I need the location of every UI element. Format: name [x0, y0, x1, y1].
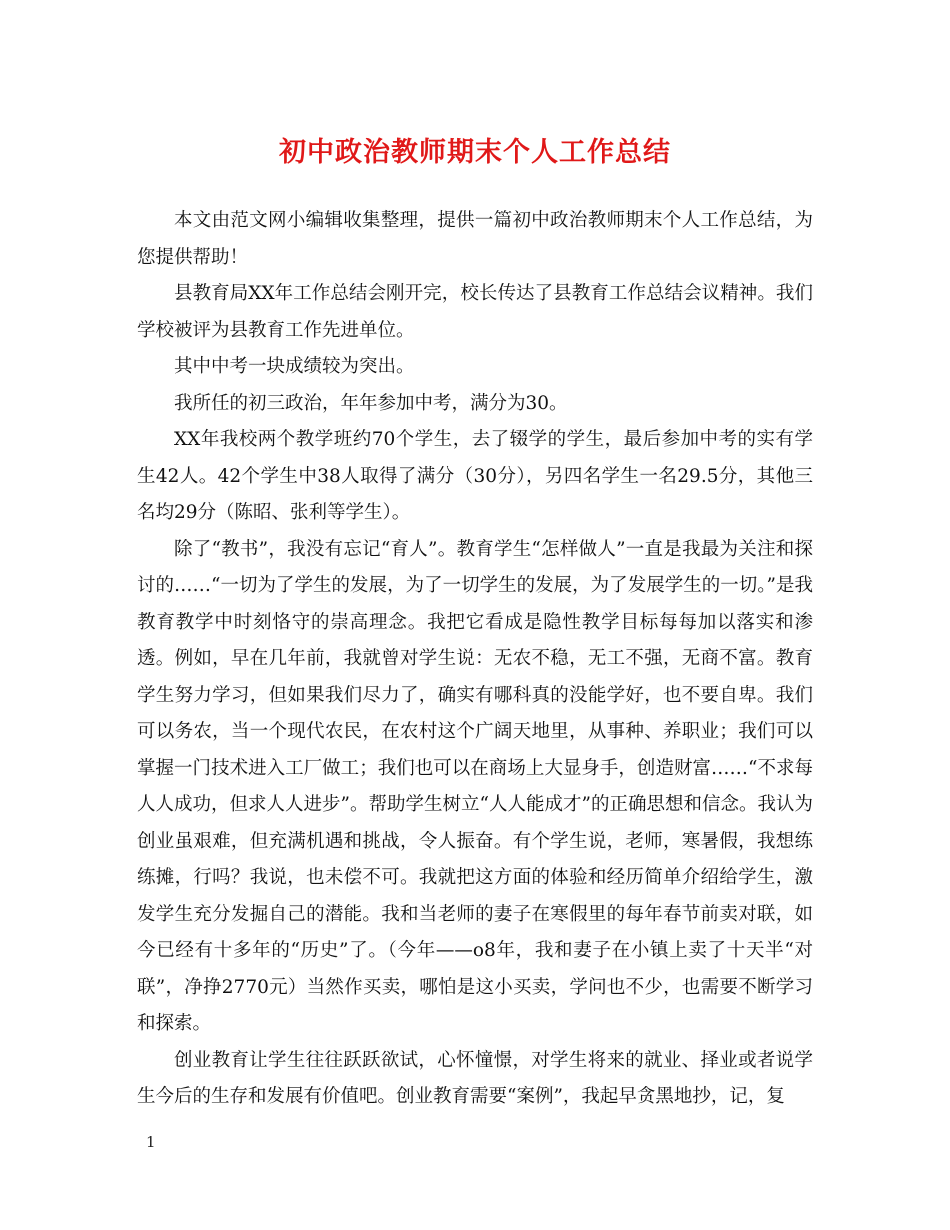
paragraph-6: 除了“教书”，我没有忘记“育人”。教育学生“怎样做人”一直是我最为关注和探讨的……“一切为了学生的发展，为了一切学生的发展，为了发展学生的一切。”是我教育教学中时刻恪守的崇高理念。我把它看成是隐性教学目标每每加以落实和渗透。例如，早在几年前，我就曾对学生说：无农不稳，无工不强，无商不富。教育学生努力学习，但如果我们尽力了，确实有哪科真的没能学好，也不要自卑。我们可以务农，当一个现代农民，在农村这个广阔天地里，从事种、养职业；我们可以掌握一门技术进入工厂做工；我们也可以在商场上大显身手，创造财富……“不求每人人成功，但求人人进步”。帮助学生树立“人人能成才”的正确思想和信念。我认为创业虽艰难，但充满机遇和挑战，令人振奋。有个学生说，老师，寒暑假，我想练练摊，行吗？我说，也未偿不可。我就把这方面的体验和经历简单介绍给学生，激发学生充分发掘自己的潜能。我和当老师的妻子在寒假里的每年春节前卖对联，如今已经有十多年的“历史”了。（今年——o8年，我和妻子在小镇上卖了十天半“对联”，净挣2770元）当然作买卖，哪怕是这小买卖，学问也不少，也需要不断学习和探索。	[137, 538, 813, 1034]
paragraph-1: 本文由范文网小编辑收集整理，提供一篇初中政治教师期末个人工作总结，为您提供帮助！	[137, 210, 813, 268]
paragraph-3: 其中中考一块成绩较为突出。	[174, 356, 415, 377]
paragraph-7: 创业教育让学生往往跃跃欲试，心怀憧憬，对学生将来的就业、择业或者说学生今后的生存和发展有价值吧。创业教育需要“案例”，我起早贪黑地抄，记，复	[137, 1049, 813, 1107]
document-title: 初中政治教师期末个人工作总结	[279, 137, 671, 168]
page-number: 1	[146, 1133, 156, 1151]
document-body	[137, 203, 813, 1116]
paragraph-5: XX年我校两个教学班约70个学生，去了辍学的学生，最后参加中考的实有学生42人。42个学生中38人取得了满分（30分），另四名学生一名29.5分，其他三名均29分（陈昭、张利等学生）。	[137, 429, 813, 523]
paragraph-2: 县教育局XX年工作总结会刚开完，校长传达了县教育工作总结会议精神。我们学校被评为县教育工作先进单位。	[137, 283, 813, 341]
paragraph-4: 我所任的初三政治，年年参加中考，满分为30。	[174, 392, 568, 414]
